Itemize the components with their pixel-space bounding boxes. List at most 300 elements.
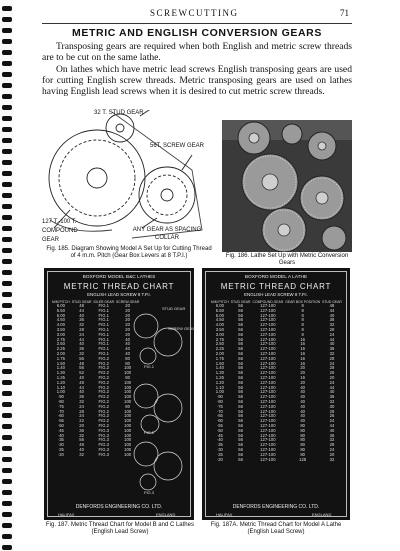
table-cell: 1.30	[56, 370, 65, 376]
table-cell: 2.75	[215, 336, 224, 342]
table-cell: 2.50	[215, 341, 224, 347]
column-header: STUD GEAR	[71, 300, 92, 304]
chart-a-footer-left: HALIFAX	[216, 512, 233, 517]
label-spacing-collar: ANY GEAR AS SPACING COLLAR	[132, 227, 202, 241]
binding-ring	[2, 182, 12, 187]
chart-a-maker: BOXFORD MODEL A LATHE	[244, 275, 308, 280]
binding-ring	[2, 501, 12, 506]
binding-ring	[2, 347, 12, 352]
table-cell: ·60	[216, 418, 223, 424]
table-cell: 40	[79, 446, 84, 452]
fig185-caption: Fig. 185. Diagram Showing Model A Set Up for Cutting Thread of 4 m.m. Pitch (Gear Box Levers at 8 T.P.I.)	[46, 246, 212, 259]
table-cell: 127-100	[260, 427, 276, 433]
column-header: STUD GEAR	[322, 300, 342, 304]
table-cell: 56	[238, 379, 243, 385]
table-cell: FIG.1	[98, 331, 110, 337]
table-cell: 3.00	[56, 331, 65, 337]
table-cell: 100	[124, 413, 132, 419]
table-cell: 100	[124, 408, 132, 414]
banjo-outline	[112, 112, 205, 238]
table-cell: 24	[329, 360, 335, 366]
binding-ring	[2, 281, 12, 286]
chart-bc-subtitle: ENGLISH LEAD SCREW 8 T.P.I.	[87, 292, 151, 297]
table-cell: 2.00	[56, 350, 65, 356]
table-cell: 24	[329, 446, 335, 452]
table-cell: 127-100	[260, 418, 276, 424]
chart-bc-footer-right: ENGLAND	[156, 512, 176, 517]
table-cell: 1.00	[56, 389, 65, 395]
table-cell: 56	[238, 437, 243, 443]
column-header: COMPOUND GEAR	[252, 300, 284, 304]
table-cell: 30	[329, 403, 335, 409]
table-cell: 100	[124, 379, 132, 385]
table-cell: 16	[300, 346, 305, 352]
table-cell: 56	[79, 365, 84, 371]
table-row	[210, 458, 343, 463]
table-cell: 2.50	[56, 341, 65, 347]
binding-ring	[2, 490, 12, 495]
table-cell: 127-100	[260, 326, 276, 332]
table-cell: 56	[238, 422, 243, 428]
table-cell: 56	[238, 451, 243, 457]
compound-gear-outer	[49, 130, 145, 226]
table-cell: 80	[300, 422, 305, 428]
table-cell: 8	[301, 303, 304, 308]
chart-a-title: METRIC THREAD CHART	[220, 282, 332, 291]
table-cell: 6.00	[56, 303, 65, 308]
binding-ring	[2, 380, 12, 385]
table-cell: ·40	[57, 432, 64, 438]
gear-label-fig3: FIG.3	[144, 490, 155, 495]
table-cell: ·45	[57, 427, 64, 433]
table-cell: 2.25	[215, 346, 224, 352]
table-cell: 56	[238, 312, 243, 318]
binding-ring	[2, 369, 12, 374]
table-cell: 32	[329, 322, 335, 328]
running-header	[0, 8, 400, 22]
table-cell: 1.20	[56, 379, 65, 385]
table-cell: 40	[125, 341, 130, 347]
column-header: M/M PITCH	[52, 300, 70, 304]
table-cell: 32	[79, 432, 84, 438]
binding-ring	[2, 39, 12, 44]
table-cell: 40	[79, 312, 84, 318]
binding-ring	[2, 50, 12, 55]
table-cell: FIG.3	[98, 437, 110, 443]
table-cell: 1.20	[215, 379, 224, 385]
table-cell: 100	[124, 422, 132, 428]
table-cell: 127-100	[260, 374, 276, 380]
table-cell: FIG.2	[98, 370, 110, 376]
binding-ring	[2, 424, 12, 429]
table-cell: ·55	[57, 418, 64, 424]
table-cell: 40	[329, 389, 335, 395]
table-cell: 32	[79, 451, 84, 457]
table-cell: 8	[301, 326, 304, 332]
table-cell: 56	[238, 326, 243, 332]
table-cell: 36	[79, 427, 84, 433]
table-cell: FIG.1	[98, 312, 110, 318]
table-cell: 24	[79, 403, 84, 409]
table-cell: 127-100	[260, 355, 276, 361]
table-cell: 16	[300, 355, 305, 361]
table-cell: ·65	[216, 413, 223, 419]
binding-ring	[2, 270, 12, 275]
gear-label-screw: SCREW GEAR	[168, 326, 196, 331]
table-cell: 127-100	[260, 317, 276, 323]
table-cell: 127-100	[260, 331, 276, 337]
table-cell: FIG.1	[98, 346, 110, 352]
binding-ring	[2, 116, 12, 121]
chart-bc-footer: DENFORDS ENGINEERING CO. LTD.	[75, 504, 163, 510]
table-cell: 1.10	[56, 384, 65, 390]
table-cell: 24	[79, 413, 84, 419]
table-cell: ·50	[216, 427, 223, 433]
column-header: SCREW GEAR	[116, 300, 140, 304]
table-cell: 32	[79, 350, 84, 356]
table-cell: 36	[329, 432, 335, 438]
table-cell: FIG.1	[98, 303, 110, 308]
table-cell: 1.75	[215, 355, 224, 361]
table-cell: 4.00	[215, 322, 224, 328]
chart-a-footer: DENFORDS ENGINEERING CO. LTD.	[232, 504, 320, 510]
table-cell: 44	[329, 384, 335, 390]
table-cell: 100	[124, 442, 132, 448]
fig186-photo	[222, 120, 352, 252]
table-cell: FIG.1	[98, 317, 110, 323]
table-cell: 2.75	[56, 336, 65, 342]
table-cell: 20	[125, 312, 130, 318]
label-compound-gear: 127 T.-100 T. COMPOUND GEAR	[42, 219, 78, 243]
table-cell: 5.00	[56, 312, 65, 318]
table-cell: 40	[300, 384, 305, 390]
table-cell: 28	[329, 365, 335, 371]
table-cell: ·50	[57, 422, 64, 428]
table-cell: 56	[238, 355, 243, 361]
table-cell: FIG.2	[98, 413, 110, 419]
table-cell: 80	[125, 374, 130, 380]
stud-hub	[116, 124, 124, 132]
table-cell: 44	[329, 336, 335, 342]
table-cell: 8	[301, 307, 304, 313]
table-cell: 1.50	[215, 360, 224, 366]
table-cell: 80	[300, 432, 305, 438]
table-cell: 48	[329, 303, 335, 308]
table-cell: 80	[125, 355, 130, 361]
fig185-diagram	[42, 110, 212, 245]
table-cell: ·35	[216, 442, 223, 448]
lathe-photo	[222, 120, 352, 252]
binding-ring	[2, 105, 12, 110]
table-cell: 127-100	[260, 456, 276, 462]
table-cell: 56	[238, 408, 243, 414]
table-cell: 5.50	[215, 307, 224, 313]
chart-bc-maker: BOXFORD MODEL B&C LATHES	[82, 275, 156, 280]
binding-ring	[2, 545, 12, 550]
table-cell: FIG.3	[98, 451, 110, 457]
table-cell: 4.50	[56, 317, 65, 323]
table-cell: 36	[79, 346, 84, 352]
table-cell: FIG.2	[98, 389, 110, 395]
table-cell: FIG.2	[98, 365, 110, 371]
table-cell: 56	[238, 370, 243, 376]
binding-ring	[2, 413, 12, 418]
table-cell: ·45	[216, 432, 223, 438]
table-cell: FIG.1	[98, 322, 110, 328]
table-cell: 80	[125, 360, 130, 366]
table-cell: 44	[79, 336, 84, 342]
binding-ring	[2, 391, 12, 396]
table-cell: FIG.2	[98, 422, 110, 428]
table-cell: 56	[238, 389, 243, 395]
table-cell: 16	[300, 336, 305, 342]
table-cell: 127-100	[260, 346, 276, 352]
table-cell: 20	[125, 331, 130, 337]
table-cell: 56	[238, 456, 243, 462]
binding-ring	[2, 149, 12, 154]
table-cell: 1.10	[215, 384, 224, 390]
page-number: 71	[340, 8, 349, 18]
table-cell: 28	[329, 442, 335, 448]
table-cell: 48	[79, 303, 84, 308]
table-cell: ·30	[216, 446, 223, 452]
table-cell: 127-100	[260, 322, 276, 328]
table-cell: ·75	[216, 403, 223, 409]
table-cell: 28	[329, 326, 335, 332]
chart-a-caption: Fig. 187A. Metric Thread Chart for Model A Lathe (English Lead Screw)	[210, 522, 342, 535]
table-cell: FIG.2	[98, 408, 110, 414]
binding-ring	[2, 314, 12, 319]
binding-ring	[2, 512, 12, 517]
table-cell: 36	[329, 317, 335, 323]
table-cell: FIG.1	[98, 326, 110, 332]
table-cell: 32	[79, 322, 84, 328]
binding-ring	[2, 534, 12, 539]
table-cell: FIG.1	[98, 307, 110, 313]
table-cell: 16	[300, 341, 305, 347]
table-cell: 28	[329, 355, 335, 361]
chart-a-table	[210, 300, 343, 462]
binding-ring	[2, 292, 12, 297]
binding-ring	[2, 171, 12, 176]
table-cell: 127-100	[260, 408, 276, 414]
binding-ring	[2, 479, 12, 484]
table-cell: 20	[300, 365, 305, 371]
binding-ring	[2, 193, 12, 198]
table-cell: 127-100	[260, 432, 276, 438]
binding-ring	[2, 237, 12, 242]
table-cell: 36	[79, 394, 84, 400]
table-cell: 127-100	[260, 413, 276, 419]
table-cell: 40	[125, 336, 130, 342]
table-cell: 40	[300, 398, 305, 404]
table-cell: 40	[300, 394, 305, 400]
table-cell: 127-100	[260, 437, 276, 443]
table-cell: 56	[238, 341, 243, 347]
table-cell: 127-100	[260, 379, 276, 385]
table-cell: FIG.2	[98, 384, 110, 390]
table-cell: 3.00	[215, 331, 224, 337]
table-cell: FIG.3	[98, 427, 110, 433]
table-cell: 26	[329, 370, 335, 376]
table-cell: ·30	[57, 442, 64, 448]
table-cell: FIG.3	[98, 446, 110, 452]
table-cell: 1.25	[215, 374, 224, 380]
binding-ring	[2, 127, 12, 132]
table-cell: 127-100	[260, 341, 276, 347]
table-cell: 100	[124, 418, 132, 424]
table-cell: FIG.2	[98, 403, 110, 409]
table-cell: 56	[238, 346, 243, 352]
table-cell: 1.75	[56, 355, 65, 361]
binding-ring	[2, 446, 12, 451]
compound-hub	[87, 168, 107, 188]
chart-bc-gear-diagrams	[124, 304, 190, 494]
table-cell: 1.50	[56, 360, 65, 366]
binding-ring	[2, 468, 12, 473]
table-cell: 100	[124, 384, 132, 390]
table-cell: 1.40	[215, 365, 224, 371]
table-cell: 56	[238, 403, 243, 409]
table-cell: 127-100	[260, 398, 276, 404]
table-cell: 1.25	[56, 374, 65, 380]
table-cell: 56	[238, 307, 243, 313]
table-cell: FIG.1	[98, 336, 110, 342]
table-cell: 2.00	[215, 350, 224, 356]
table-cell: 127-100	[260, 303, 276, 308]
chart-bc-caption: Fig. 187. Metric Thread Chart for Model B and C Lathes (English Lead Screw)	[46, 522, 194, 535]
table-cell: 2.25	[56, 346, 65, 352]
table-cell: 56	[238, 317, 243, 323]
chart-bc-title: METRIC THREAD CHART	[63, 282, 175, 291]
table-cell: 40	[329, 312, 335, 318]
table-cell: 8	[301, 331, 304, 337]
table-cell: 127-100	[260, 403, 276, 409]
table-cell: ·20	[216, 456, 223, 462]
column-header: M/M PITCH	[211, 300, 229, 304]
table-cell: 127-100	[260, 360, 276, 366]
chart-bc	[44, 268, 194, 520]
table-cell: ·70	[216, 408, 223, 414]
header-rule	[42, 23, 352, 24]
binding-ring	[2, 336, 12, 341]
table-cell: 56	[238, 432, 243, 438]
table-cell: 20	[125, 307, 130, 313]
table-cell: ·90	[57, 394, 64, 400]
binding-ring	[2, 457, 12, 462]
table-cell: 100	[124, 446, 132, 452]
table-cell: ·25	[57, 446, 64, 452]
binding-ring	[2, 160, 12, 165]
table-cell: 100	[124, 451, 132, 457]
table-cell: 127-100	[260, 370, 276, 376]
table-cell: 127-100	[260, 389, 276, 395]
table-cell: 56	[238, 442, 243, 448]
table-cell: 56	[238, 350, 243, 356]
section-title: METRIC AND ENGLISH CONVERSION GEARS	[72, 27, 322, 39]
fig186-caption: Fig. 186. Lathe Set Up with Metric Conversion Gears	[225, 253, 349, 266]
table-cell: 16	[300, 374, 305, 380]
gear-label-stud: STUD GEAR	[162, 306, 186, 311]
table-cell: 80	[300, 446, 305, 452]
table-cell: 36	[329, 346, 335, 352]
table-cell: 40	[329, 427, 335, 433]
table-cell: 80	[300, 437, 305, 443]
binding-ring	[2, 226, 12, 231]
table-cell: ·35	[57, 437, 64, 443]
table-cell: 127-100	[260, 365, 276, 371]
table-cell: 40	[79, 389, 84, 395]
column-header: GEAR BOX POSITION	[285, 300, 321, 304]
table-cell: 8	[301, 317, 304, 323]
table-cell: 56	[79, 355, 84, 361]
table-cell: 40	[125, 350, 130, 356]
table-cell: ·25	[216, 451, 223, 457]
table-cell: 20	[300, 379, 305, 385]
table-cell: FIG.2	[98, 398, 110, 404]
table-cell: 56	[238, 360, 243, 366]
gear-label-fig1: FIG.1	[144, 364, 155, 369]
table-cell: 127-100	[260, 442, 276, 448]
table-cell: 56	[238, 322, 243, 328]
binding-ring	[2, 83, 12, 88]
table-cell: 56	[238, 331, 243, 337]
spiral-binding	[0, 0, 14, 551]
table-cell: 56	[238, 413, 243, 419]
binding-ring	[2, 72, 12, 77]
paragraph-1: Transposing gears are required when both English and metric screw threads are to be cut on the same lathe.	[42, 41, 352, 63]
chart-a-subtitle: ENGLISH LEAD SCREW 8 T.P.I.	[244, 292, 308, 297]
table-cell: 56	[238, 418, 243, 424]
binding-ring	[2, 435, 12, 440]
binding-ring	[2, 259, 12, 264]
table-cell: 8	[301, 312, 304, 318]
table-cell: 32	[329, 456, 335, 462]
table-cell: 20	[125, 303, 130, 308]
table-cell: 44	[329, 307, 335, 313]
table-cell: 40	[300, 408, 305, 414]
binding-ring	[2, 28, 12, 33]
chart-bc-footer-left: HALIFAX	[58, 512, 75, 517]
table-cell: 36	[329, 394, 335, 400]
table-cell: 127-100	[260, 307, 276, 313]
table-cell: 56	[238, 374, 243, 380]
table-cell: 28	[329, 408, 335, 414]
table-cell: 28	[79, 326, 84, 332]
binding-ring	[2, 523, 12, 528]
binding-ring	[2, 204, 12, 209]
table-cell: 40	[329, 341, 335, 347]
table-cell: ·70	[57, 408, 64, 414]
table-cell: 100	[124, 437, 132, 443]
binding-ring	[2, 325, 12, 330]
table-cell: 40	[300, 403, 305, 409]
table-cell: 28	[79, 408, 84, 414]
table-cell: 40	[300, 418, 305, 424]
gear-label-fig2: FIG.2	[144, 430, 155, 435]
paragraph-2: On lathes which have metric lead screws English transposing gears are used for cutting English screw threads. Metric transposing gears are used on lathes having English lead screws when it is desired to cut metric screw threads.	[42, 64, 352, 97]
table-cell: 56	[238, 398, 243, 404]
table-cell: 100	[124, 394, 132, 400]
table-cell: 56	[238, 446, 243, 452]
table-cell: ·40	[216, 437, 223, 443]
table-cell: ·80	[57, 398, 64, 404]
table-cell: 26	[329, 413, 335, 419]
table-cell: 4.50	[215, 317, 224, 323]
table-cell: ·75	[57, 403, 64, 409]
table-cell: 4.00	[56, 322, 65, 328]
table-cell: FIG.3	[98, 432, 110, 438]
